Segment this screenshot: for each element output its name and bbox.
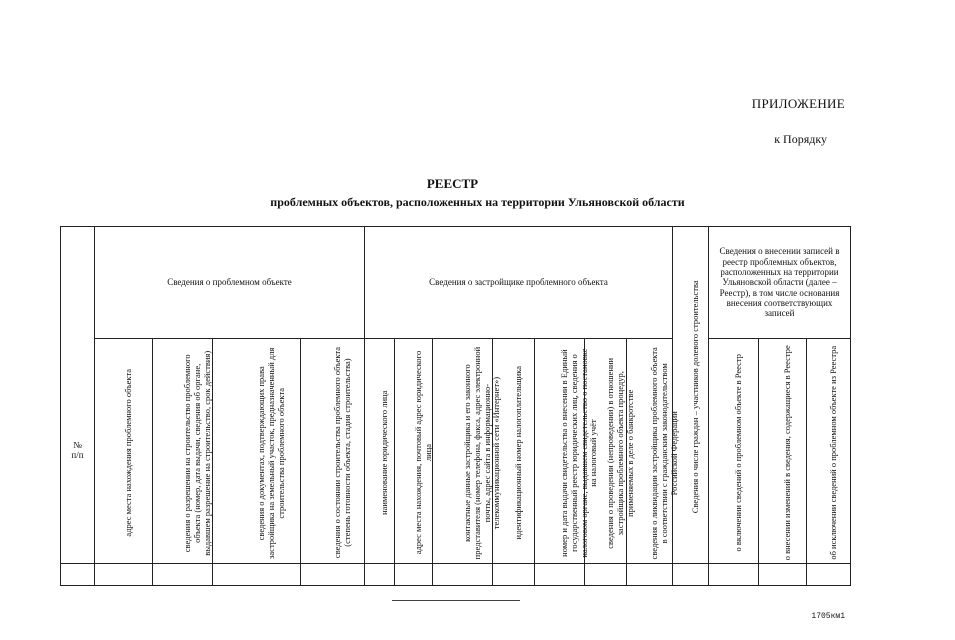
developer-col-liquidation-label: сведения о ликвидации застройщика проблемного объекта в соответствии с гражданским законодательством Российской Федерации [648, 346, 679, 560]
table-cell [433, 564, 493, 586]
object-col-construction-state-label: сведения о состоянии строительства проблемного объекта (степень готовности объекта, стадия строительства) [331, 347, 352, 559]
table-cell [535, 564, 585, 586]
object-col-address [95, 339, 153, 564]
table-cell [759, 564, 807, 586]
object-col-address-label: адрес места нахождения проблемного объекта [122, 369, 133, 537]
registry-table [60, 226, 851, 586]
document-code: 1705км1 [811, 612, 845, 621]
developer-col-address-label: адрес места нахождения, почтовый адрес юридического лица [412, 351, 433, 555]
table-cell [213, 564, 301, 586]
developer-col-inn-label: идентификационный номер налогоплательщика [512, 366, 523, 540]
citizens-header-label: Сведения о числе граждан – участников долевого строительства [689, 280, 700, 514]
registry-col-inclusion [709, 339, 759, 564]
developer-col-egrul-label: номер и дата выдачи свидетельства о внесении в Единый государственный реестр юридических лиц, сведения о налоговом органе, выдавшем свидетельство о постановке на налоговый учёт [558, 348, 598, 558]
order-reference: к Порядку [774, 132, 827, 146]
developer-col-inn [493, 339, 535, 564]
object-col-land-docs [213, 339, 301, 564]
registry-col-exclusion-label: об исключении сведений о проблемном объекте из Реестра [827, 346, 838, 560]
developer-col-address [395, 339, 433, 564]
developer-col-name-label: наименование юридического лица [378, 390, 389, 516]
table-cell [395, 564, 433, 586]
object-group-header: Сведения о проблемном объекте [95, 227, 365, 339]
table-cell [493, 564, 535, 586]
table-cell [153, 564, 213, 586]
registry-col-exclusion [807, 339, 851, 564]
registry-group-header-label: Сведения о внесении записей в реестр проблемных объектов, расположенных на территории Ульяновской области (далее – Реестр), в том числе основания внесения соответствующих записей [719, 246, 840, 319]
registry-col-changes-label: о внесении изменений в сведения, содержащиеся в Реестре [781, 345, 792, 561]
object-col-permit-label: сведения о разрешении на строительство проблемного объекта (номер, дата выдачи, сведения об органе, выдавшем разрешение на строительство, срок действия) [181, 350, 212, 556]
registry-col-inclusion-label: о включении сведений о проблемном объекте в Реестр [732, 354, 743, 552]
document-subtitle: проблемных объектов, расположенных на территории Ульяновской области [270, 195, 685, 209]
table-cell [807, 564, 851, 586]
table-cell [301, 564, 365, 586]
document-title: РЕЕСТР [426, 176, 479, 191]
table-row [61, 564, 851, 586]
developer-col-contacts-label: контактные данные застройщика и его законного представителя (номер телефона, факса, адрес электронной почты, адрес сайта в информационно-телекоммуникационной сети «Интернет») [461, 346, 501, 560]
number-header [61, 227, 95, 564]
bottom-rule [392, 600, 520, 601]
developer-col-name [365, 339, 395, 564]
registry-col-changes [759, 339, 807, 564]
table-cell [95, 564, 153, 586]
table-cell [61, 564, 95, 586]
developer-group-header: Сведения о застройщике проблемного объекта [365, 227, 673, 339]
table-cell [365, 564, 395, 586]
number-header-label: № п/п [71, 439, 84, 460]
developer-col-bankruptcy [585, 339, 635, 564]
developer-col-egrul [535, 339, 598, 564]
object-col-construction-state [301, 339, 365, 564]
table-cell [673, 564, 709, 586]
developer-col-bankruptcy-label: сведения о проведении (непроведении) в отношении застройщика проблемного объекта процедур, применяемых в деле о банкротстве [604, 357, 635, 549]
table-cell [585, 564, 627, 586]
developer-col-liquidation [627, 339, 679, 564]
object-col-land-docs-label: сведения о документах, подтверждающих права застройщика на земельный участок, предназначенный для строительства проблемного объекта [255, 347, 286, 559]
table-cell [709, 564, 759, 586]
object-col-permit [153, 339, 213, 564]
registry-group-header [709, 227, 851, 339]
table-cell [627, 564, 673, 586]
appendix-label: ПРИЛОЖЕНИЕ [751, 96, 845, 111]
developer-col-contacts [433, 339, 501, 564]
